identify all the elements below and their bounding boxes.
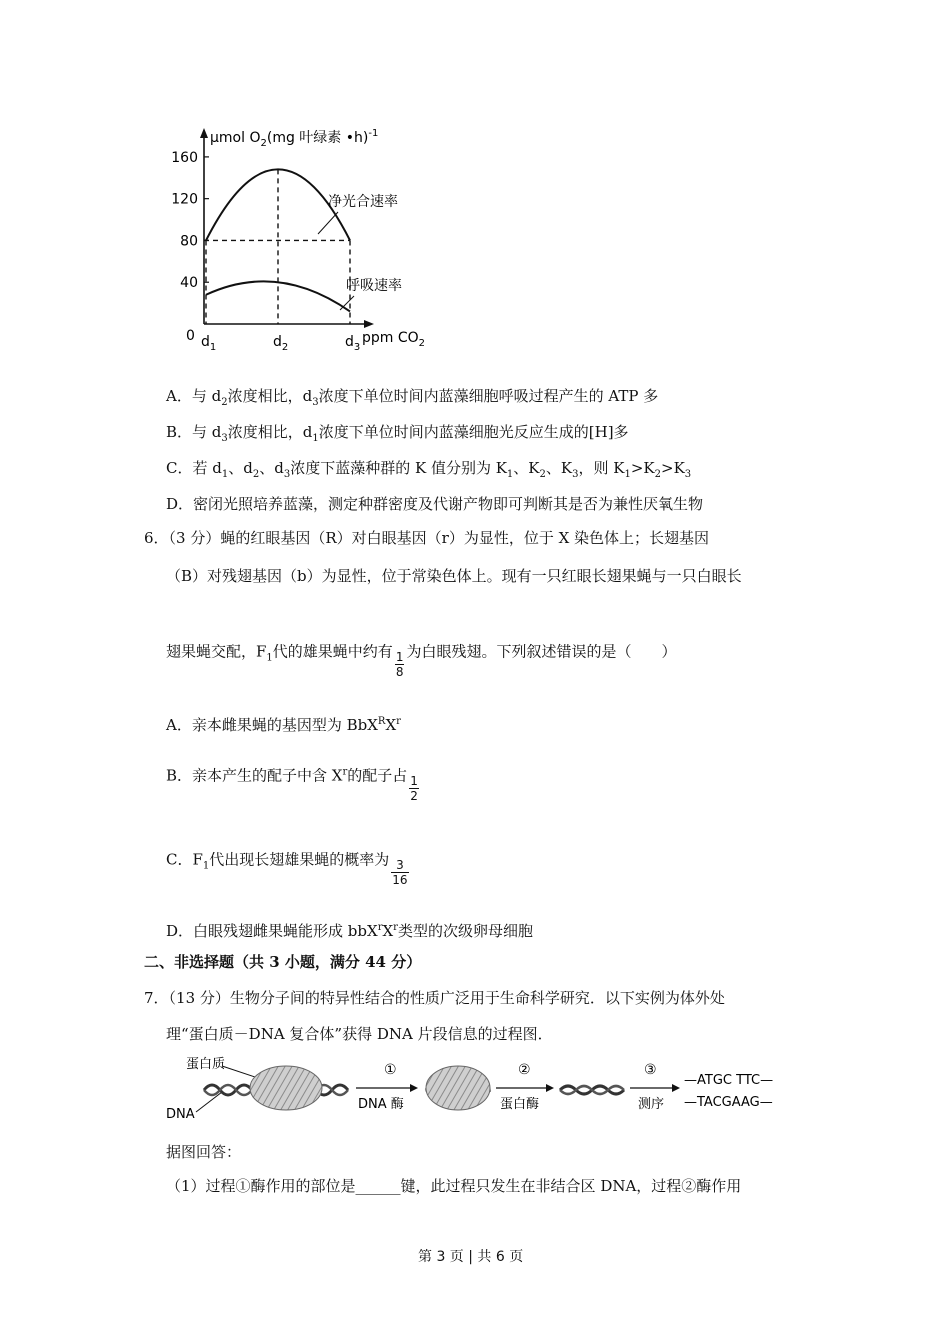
q6-stem-line1: 6．（3 分）蝇的红眼基因（R）对白眼基因（r）为显性，位于 X 染色体上；长翅基因 [144, 529, 710, 547]
protein-blob-2 [426, 1066, 490, 1110]
q5-option-c: C．若 $d_1$、$d_2$、$d_3$浓度下蓝藻种群的 K 值分别为 $K_1$、$K_2$、$K_3$，则 $K_1>K_2>K_3$ [166, 459, 692, 480]
y-tick-label: 160 [171, 149, 198, 166]
leader-net [318, 212, 338, 234]
x-tick-label: $d_1$ [201, 334, 217, 353]
chart-xlabel: ppm $CO_2$ [362, 330, 426, 349]
q7-subquestion-1: （1）过程①酶作用的部位是______键，此过程只发生在非结合区 DNA，过程②酶作用 [166, 1177, 742, 1195]
q6-option-a: A．亲本雌果蝇的基因型为 $BbX^RX^r$ [166, 716, 401, 734]
step3-number: ③ [644, 1062, 657, 1078]
protein-blob-1 [250, 1066, 322, 1110]
dna-label: DNA [166, 1107, 195, 1122]
series-label-net: 净光合速率 [328, 194, 398, 210]
x-axis-arrow [364, 320, 374, 328]
fraction-one-eighth: $\frac{1}{8}$ [395, 650, 404, 679]
fraction-one-half: $\frac{1}{2}$ [410, 774, 418, 803]
x-tick-label: $d_3$ [345, 334, 361, 353]
q5-option-a: A．与 $d_2$浓度相比，$d_3$浓度下单位时间内蓝藻细胞呼吸过程产生的 ATP 多 [166, 387, 659, 408]
x-tick-label: $d_2$ [273, 334, 289, 353]
q6-option-d: D．白眼残翅雌果蝇能形成 $bbX^rX^r$类型的次级卵母细胞 [166, 922, 533, 940]
protein-label: 蛋白质 [186, 1057, 226, 1072]
q7-prompt: 据图回答： [166, 1143, 242, 1161]
step1-number: ① [384, 1062, 397, 1078]
step1-label: DNA 酶 [358, 1097, 404, 1112]
rate-chart [150, 118, 450, 358]
q7-stem-line1: 7．（13 分）生物分子间的特异性结合的性质广泛用于生命科学研究．以下实例为体外处 [144, 989, 725, 1007]
y-tick-label: 120 [171, 191, 198, 208]
y-tick-label: 40 [180, 275, 198, 292]
leader-resp [340, 296, 354, 310]
chart-origin: 0 [186, 328, 195, 344]
q6-stem-line3: 翅果蝇交配，$F_1$代的雄果蝇中约有 $\frac{1}{8}$ 为白眼残翅。下列叙述错误的是（ ） [166, 642, 677, 679]
step2-label: 蛋白酶 [500, 1097, 540, 1112]
q7-stem-line2: 理“蛋白质－DNA 复合体”获得 DNA 片段信息的过程图． [166, 1025, 553, 1043]
dna-process-diagram [160, 1054, 800, 1126]
sequence-bottom: —TACGAAG— [684, 1095, 773, 1110]
q5-option-d: D．密闭光照培养蓝藻，测定种群密度及代谢产物即可判断其是否为兼性厌氧生物 [166, 495, 704, 513]
q6-stem-line2: （B）对残翅基因（b）为显性，位于常染色体上。现有一只红眼长翅果蝇与一只白眼长 [166, 567, 742, 585]
sequence-top: —ATGC TTC— [684, 1073, 774, 1088]
q6-option-b: B．亲本产生的配子中含 $X^r$的配子占 $\frac{1}{2}$ [166, 766, 418, 803]
step3-label: 测序 [638, 1097, 665, 1112]
page-footer: 第 3 页 | 共 6 页 [418, 1249, 524, 1265]
chart-ylabel: μmol $O_2(mg$ 叶绿素 •h)$^{-1}$ [210, 128, 379, 149]
step2-number: ② [518, 1062, 531, 1078]
fraction-three-sixteenths: $\frac{3}{16}$ [392, 858, 408, 887]
y-tick-label: 80 [180, 233, 198, 250]
section-heading: 二、非选择题（共 3 小题，满分 44 分） [144, 953, 422, 971]
series-label-resp: 呼吸速率 [346, 278, 402, 294]
q6-option-c: C．$F_1$代出现长翅雄果蝇的概率为 $\frac{3}{16}$ [166, 850, 408, 887]
q5-option-b: B．与 $d_3$浓度相比，$d_1$浓度下单位时间内蓝藻细胞光反应生成的[H]多 [166, 423, 629, 444]
y-axis-arrow [200, 128, 208, 138]
